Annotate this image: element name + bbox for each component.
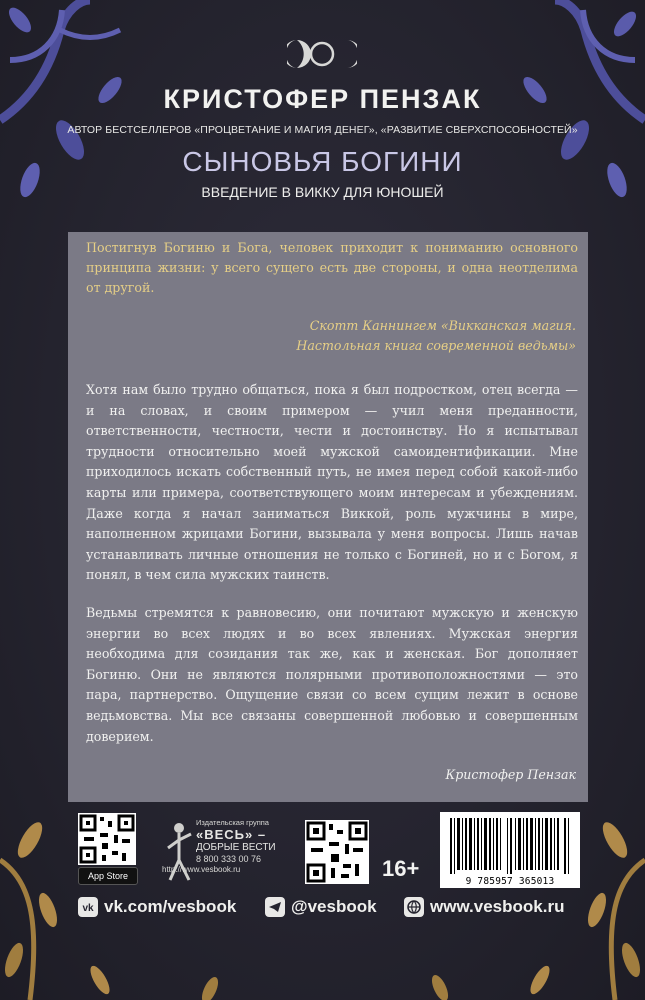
vk-link-label: vk.com/vesbook [104, 897, 237, 916]
barcode-lines [440, 812, 580, 874]
isbn-number: 9 785957 365013 [465, 876, 555, 887]
publisher-site: http://www.vesbook.ru [162, 865, 241, 874]
epigraph-source-line: Настольная книга современной ведьмы» [296, 338, 576, 353]
telegram-link[interactable] [265, 896, 377, 918]
publisher-slogan: ДОБРЫЕ ВЕСТИ [196, 842, 276, 853]
publisher-info [162, 818, 296, 875]
globe-icon [404, 897, 424, 917]
epigraph-source [86, 316, 576, 356]
website-link-label: www.vesbook.ru [430, 897, 565, 916]
vk-link[interactable] [78, 896, 236, 918]
telegram-link-label: @vesbook [291, 897, 377, 916]
author-tagline: АВТОР БЕСТСЕЛЛЕРОВ «ПРОЦВЕТАНИЕ И МАГИЯ ДЕНЕГ», «РАЗВИТИЕ СВЕРХСПОСОБНОСТЕЙ» [67, 124, 578, 136]
publisher-brand: «ВЕСЬ» – [196, 827, 267, 842]
qr-code-appstore [78, 813, 136, 865]
isbn-barcode [440, 812, 580, 888]
vk-icon [78, 897, 98, 917]
body-paragraph: Хотя нам было трудно общаться, пока я был подростком, отец всегда — и на словах, и своим примером — учил меня преданности, ответственности, честности, чести и достоинству. Но я испытывал трудности относительно моей мужской самоидентификации. Мне приходилось искать собственный путь, не имея перед собой какой-либо карты или примера, соответствующего моим интересам и убеждениям. Даже когда я начал заниматься Виккой, роль мужчины в мире, наполненном жрицами Богини, вызывала у меня вопросы. Лишь начав устанавливать личные отношения не только с Богиней, но и с Богом, я понял, в чем сила мужских таинств. [86, 382, 578, 583]
publisher-phone: 8 800 333 00 76 [196, 854, 262, 864]
author-name: КРИСТОФЕР ПЕНЗАК [163, 84, 482, 114]
svg-text:vk: vk [82, 903, 94, 914]
appstore-badge: App Store [78, 867, 138, 885]
age-rating: 16+ [382, 856, 420, 881]
qr-code-publisher [305, 820, 369, 884]
book-title: СЫНОВЬЯ БОГИНИ [182, 146, 463, 177]
body-paragraph: Ведьмы стремятся к равновесию, они почитают мужскую и женскую энергии во всех людях и во всех явлениях. Мужская энергия необходима для созидания так же, как и женская. Бог дополняет Богиню. Они не являются полярными противоположностями — это пара, партнерство. Ощущение связи со всем сущим лежит в основе ведьмовства. Мы все связаны совершенной любовью и совершенным доверием. [86, 605, 578, 744]
publisher-group: Издательская группа [196, 818, 269, 827]
telegram-icon [265, 897, 285, 917]
gold-leaves-bottom-illustration [60, 940, 585, 1000]
website-link[interactable] [404, 896, 564, 918]
publisher-figure-icon [162, 818, 196, 886]
epigraph-quote: Постигнув Богиню и Бога, человек приходит к пониманию основного принципа жизни: у всего сущего есть две стороны, и одна неотделима от другой. [86, 240, 578, 295]
epigraph-source-line: Скотт Каннингем «Викканская магия. [309, 318, 576, 333]
gold-leaves-right-illustration [575, 820, 645, 1000]
author-signature: Кристофер Пензак [445, 767, 576, 782]
book-subtitle: ВВЕДЕНИЕ В ВИККУ ДЛЯ ЮНОШЕЙ [201, 184, 444, 200]
triple-moon-icon [287, 36, 357, 72]
